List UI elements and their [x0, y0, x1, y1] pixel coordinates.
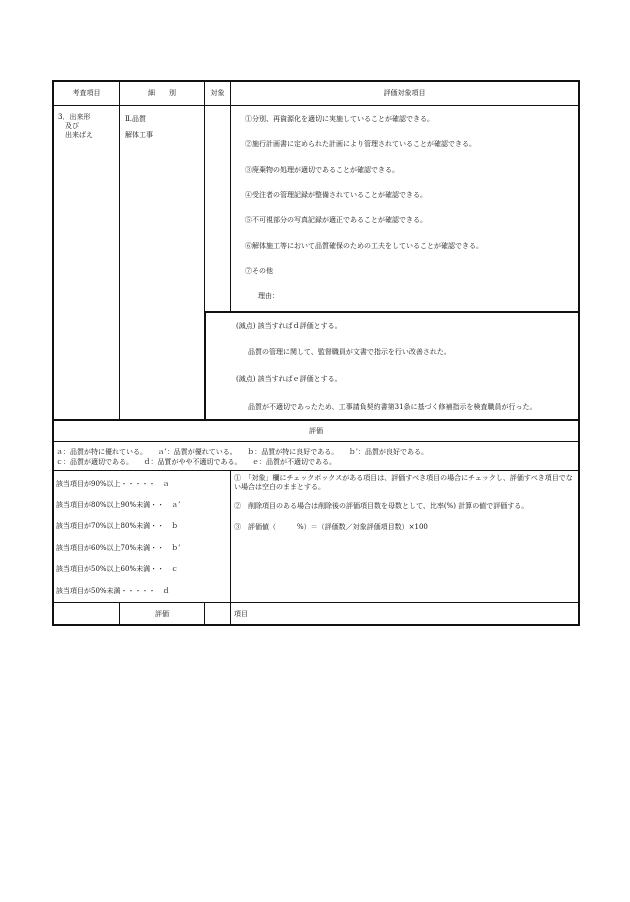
evaluation-note-3: ③ 評価値（ %）＝（評価数／対象評価項目数）×100 — [234, 523, 428, 531]
evaluation-title: 評価 — [309, 427, 323, 435]
table-border-bottom — [52, 624, 580, 626]
evaluation-legend-1: ａ：品質が特に優れている。 ａ’：品質が優れている。 ｂ：品質が特に良好である。 ｂ’：品質が良好である。 — [56, 448, 428, 456]
criterion-7: ⑦その他 — [245, 267, 273, 275]
deduction-box-top — [204, 311, 580, 313]
category-number-label: 3．出来形 及び 出来ばえ — [58, 113, 93, 139]
eval-legend-divider — [52, 470, 580, 471]
criterion-reason: 理由： — [258, 292, 279, 300]
deduction-d-text: 品質の管理に関して、監督職員が文書で指示を行い改善された。 — [248, 348, 451, 356]
criterion-6: ⑥解体施工等において品質確保のための工夫をしていることが確認できる。 — [245, 242, 483, 250]
header-detail: 細 別 — [148, 89, 176, 97]
header-item: 考査項目 — [72, 89, 101, 97]
scale-item-b-prime: 該当項目が60%以上70%未満・・ ｂ’ — [56, 544, 181, 552]
criterion-1: ①分別、再資源化を適切に実施していることが確認できる。 — [245, 115, 434, 123]
footer-col-2 — [204, 602, 205, 626]
header-divider — [52, 105, 580, 106]
criterion-4: ④受注者の管理記録が整備されていることが確認できる。 — [245, 191, 427, 199]
eval-footer-divider — [52, 602, 580, 603]
work-type: 解体工事 — [125, 131, 153, 139]
col-divider-3 — [230, 80, 231, 312]
footer-item-label: 項目 — [234, 610, 248, 618]
evaluation-legend-2: ｃ：品質が適切である。 ｄ：品質がやや不適切である。 ｅ：品質が不適切である。 — [56, 458, 336, 466]
deduction-e-text: 品質が不適切であったため、工事請負契約書第31条に基づく修補指示を検査職員が行った。 — [248, 403, 537, 411]
eval-divider-top — [52, 419, 580, 421]
scale-item-a: 該当項目が90%以上・・・・・ ａ — [56, 480, 170, 488]
header-target: 対象 — [210, 89, 225, 97]
scale-item-b: 該当項目が70%以上80%未満・・ ｂ — [56, 522, 179, 530]
header-eval-items: 評価対象項目 — [383, 89, 426, 97]
scale-item-a-prime: 該当項目が80%以上90%未満・・ ａ’ — [56, 501, 181, 509]
footer-eval-label: 評価 — [155, 610, 169, 618]
criterion-2: ②施行計画書に定められた計画により管理されていることが確認できる。 — [245, 140, 476, 148]
scale-item-d: 該当項目が50%未満・・・・・ ｄ — [56, 587, 170, 595]
col-divider-1 — [119, 80, 120, 420]
deduction-e-heading: (減点) 該当すればｅ評価とする。 — [236, 375, 342, 383]
table-border-top — [52, 80, 580, 82]
sub-category: Ⅱ.品質 — [125, 115, 146, 123]
table-border-left — [52, 80, 54, 626]
evaluation-note-1: ① 「対象」欄にチェックボックスがある項目は、評価すべき項目の場合にチェックし、評価すべき項目でない場合は空白のままとする。 — [234, 474, 573, 491]
criterion-5: ⑤不可視部分の写真記録が適正であることが確認できる。 — [245, 216, 427, 224]
evaluation-note-2: ② 削除項目のある場合は削除後の評価項目数を母数として、比率(%) 計算の値で評価する。 — [234, 502, 529, 510]
deduction-d-heading: (減点) 該当すればｄ評価とする。 — [236, 322, 342, 330]
criterion-3: ③廃棄物の処理が適切であることが確認できる。 — [245, 166, 399, 174]
table-border-right — [578, 80, 580, 626]
eval-title-divider — [52, 441, 580, 442]
scale-item-c: 該当項目が50%以上60%未満・・ ｃ — [56, 565, 179, 573]
deduction-box-left — [204, 311, 206, 420]
